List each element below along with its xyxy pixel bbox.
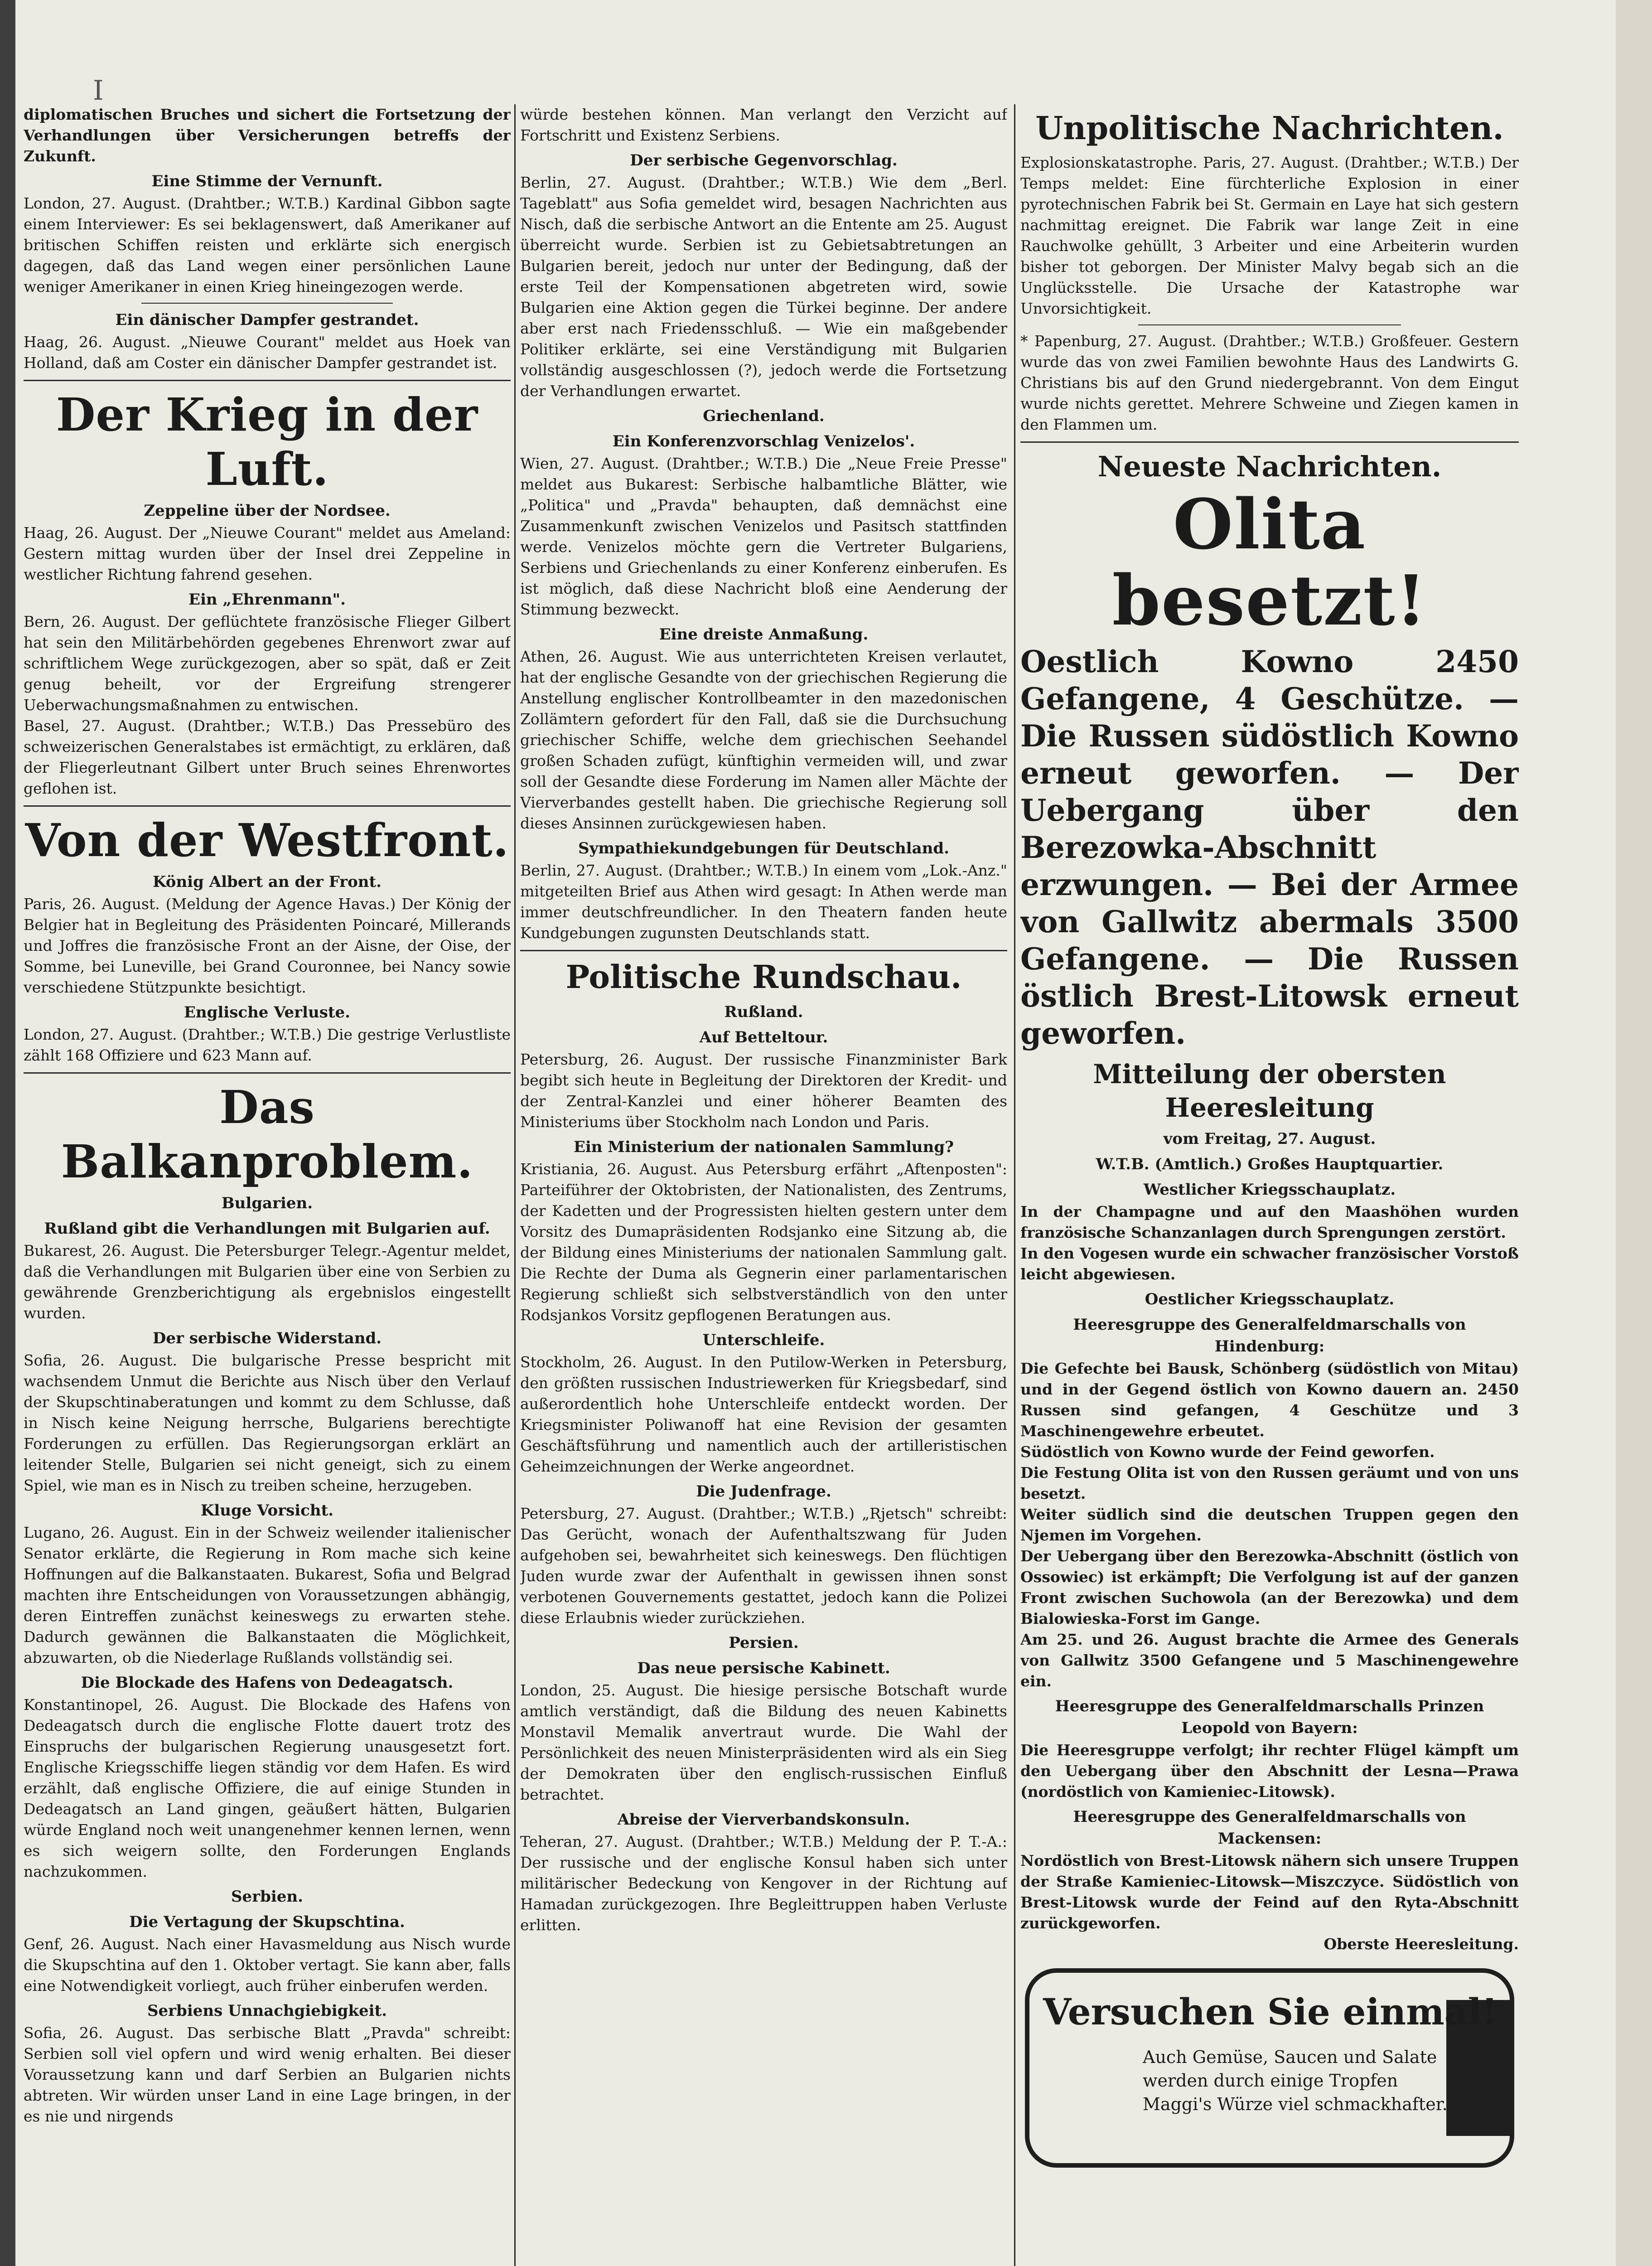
article-heading: Zeppeline über der Nordsee.: [144, 502, 391, 520]
divider: [24, 380, 511, 381]
article-heading: Griechenland.: [703, 407, 825, 425]
article-heading: Heeresgruppe des Generalfeldmarschalls Prinzen Leopold von Bayern:: [1055, 1697, 1484, 1737]
article-text: * Papenburg, 27. August. (Drahtber.; W.T.B.) Großfeuer. Gestern wurde das von zwei Familien bewohnte Haus des Landwirts G. Christians bis auf den Grund niedergebrannt. Von dem Eingut wurde nichts gerettet. Mehrere Schweine und Ziegen kamen in den Flammen um.: [1020, 332, 1519, 433]
section-title-rundschau: Politische Rundschau.: [565, 958, 962, 996]
article-heading: König Albert an der Front.: [152, 873, 382, 891]
article-text: Kristiania, 26. August. Aus Petersburg erfährt „Aftenposten": Parteiführer der Oktobristen, der Nationalisten, des Zentrums, der Kadetten und der Progressisten hielten gestern unter dem Vorsitz des Dumapräsidenten Rodsjanko eine Sitzung ab, die der Bildung eines Ministeriums der nationalen Sammlung galt. Die Rechte der Duma als Gegnerin einer parlamentarischen Regierung schließt sich selbstverständlich von den unter Rodsjankos Vorsitz gepflogenen Beratungen aus.: [520, 1160, 1007, 1324]
article-text: Bukarest, 26. August. Die Petersburger Telegr.-Agentur meldet, daß die Verhandlungen mit Bulgarien über eine von Serbien zu gewährende Grenzberichtigung als ergebnislos eingestellt wurden.: [24, 1242, 511, 1322]
report-signature: Oberste Heeresleitung.: [1324, 1935, 1519, 1953]
article-heading: Oestlicher Kriegsschauplatz.: [1145, 1290, 1395, 1308]
article-text: Haag, 26. August. „Nieuwe Courant" meldet aus Hoek van Holland, daß am Coster ein dänischer Dampfer gestrandet ist.: [24, 333, 511, 372]
article-text: Haag, 26. August. Der „Nieuwe Courant" meldet aus Ameland: Gestern mittag wurden über der Insel drei Zeppeline in westlicher Richtung fahrend gesehen.: [24, 524, 511, 583]
report-title: Mitteilung der obersten Heeresleitung: [1093, 1059, 1446, 1123]
article-text: Basel, 27. August. (Drahtber.; W.T.B.) Das Pressebüro des schweizerischen Generalstabes ist ermächtigt, zu erklären, daß der Fliegerleutnant Gilbert unter Bruch seines Ehrenwortes geflohen ist.: [24, 717, 511, 797]
article-heading: Heeresgruppe des Generalfeldmarschalls von Mackensen:: [1073, 1808, 1466, 1848]
article-heading: Englische Verluste.: [184, 1003, 351, 1022]
article-text: Genf, 26. August. Nach einer Havasmeldung aus Nisch wurde die Skupschtina auf den 1. Oktober vertagt. Sie kann aber, falls eine Notwendigkeit vorliegt, auch früher einberufen werden.: [24, 1935, 511, 1995]
article-heading: Rußland.: [724, 1003, 803, 1021]
ad-text: Auch Gemüse, Saucen und Salate werden durch einige Tropfen Maggi's Würze viel schmackhafter.: [1143, 2047, 1448, 2114]
article-heading: Der serbische Widerstand.: [152, 1329, 382, 1347]
article-text: Teheran, 27. August. (Drahtber.; W.T.B.) Meldung der P. T.-A.: Der russische und der englische Konsul haben sich unter militärischer Bedeckung von Kengover in der Richtung auf Hamadan zurückgezogen. Ihre Begleittruppen haben Verluste erlitten.: [520, 1833, 1007, 1934]
column-rule: [514, 104, 516, 2266]
maggi-advertisement: [1025, 1968, 1514, 2168]
article-heading: Serbien.: [231, 1888, 303, 1906]
article-text: Explosionskatastrophe. Paris, 27. August. (Drahtber.; W.T.B.) Der Temps meldet: Eine fürchterliche Explosion in einer pyrotechnischen Fabrik bei St. Germain en Laye hat sich gestern nachmittag ereignet. Die Fabrik war lange Zeit in eine Rauchwolke gehüllt, 3 Arbeiter und eine Arbeiterin wurden bisher tot geborgen. Der Minister Malvy begab sich an die Unglücksstelle. Die Ursache der Katastrophe war Unvorsichtigkeit.: [1020, 154, 1519, 317]
report-text: Südöstlich von Kowno wurde der Feind geworfen.: [1020, 1443, 1435, 1461]
article-heading: Abreise der Vierverbandskonsuln.: [617, 1811, 910, 1829]
article-text: Bern, 26. August. Der geflüchtete französische Flieger Gilbert hat sein den Militärbehörden gegebenes Ehrenwort zwar auf schriftlichem Wege zurückgezogen, aber so spät, daß er Zeit genug beheilt, vor der Ergreifung strengerer Ueberwachungsmaßnahmen zu entwischen.: [24, 613, 511, 714]
report-source: W.T.B. (Amtlich.) Großes Hauptquartier.: [1096, 1155, 1444, 1173]
article-heading: Ein dänischer Dampfer gestrandet.: [115, 311, 419, 329]
article-text: Lugano, 26. August. Ein in der Schweiz weilender italienischer Senator erklärte, die Regierung in Rom mache sich keine Hoffnungen auf die Balkanstaaten. Bukarest, Sofia und Belgrad machten ihre Entscheidungen von Voraussetzungen abhängig, deren Eintreffen zunächst keineswegs zu erwarten stehe. Dadurch gewännen die Balkanstaaten die Möglichkeit, abzuwarten, ob die Niederlage Rußlands vollständig sei.: [24, 1524, 511, 1666]
article-text: Sofia, 26. August. Die bulgarische Presse bespricht mit wachsendem Unmut die Berichte aus Nisch über den Verlauf der Skupschtinaberatungen und kommt zu dem Schlusse, daß in Nisch keine Neigung herrsche, Bulgariens berechtigte Forderungen zu erfüllen. Das Regierungsorgan erklärt an leitender Stelle, Bulgarien sei nicht geneigt, sich zu einem Spiel, wie man es in Nisch zu treiben scheine, herzugeben.: [24, 1351, 511, 1494]
article-heading: Eine dreiste Anmaßung.: [659, 625, 869, 644]
article-text: Berlin, 27. August. (Drahtber.; W.T.B.) Wie dem „Berl. Tageblatt" aus Sofia gemeldet wird, besagen Nachrichten aus Nisch, daß die serbische Antwort an die Entente am 25. August überreicht wurde. Serbien ist zu Gebietsabtretungen an Bulgarien bereit, jedoch nur unter der Bedingung, daß der erste Teil der Kompensationen abgetreten wird, sowie Bulgarien eine Aktion gegen die Türkei beginne. Der andere aber erst nach Friedensschluß. — Wie ein maßgebender Politiker erklärte, sei eine Verständigung mit Bulgarien vollständig ausgeschlossen (?), jedoch werde die Fortsetzung der Verhandlungen erwartet.: [520, 174, 1007, 400]
column-2: [520, 104, 1007, 2266]
article-heading: Heeresgruppe des Generalfeldmarschalls von Hindenburg:: [1073, 1316, 1466, 1356]
article-heading: Der serbische Gegenvorschlag.: [630, 151, 898, 169]
page-edge: [1616, 0, 1652, 2266]
article-text: Wien, 27. August. (Drahtber.; W.T.B.) Die „Neue Freie Presse" meldet aus Bukarest: Serbische halbamtliche Blätter, wie „Politica" und „Pravda" behaupten, daß demnächst eine Zusammenkunft zwischen Venizelos und Pasitsch stattfinden werde. Venizelos möchte gern die Vertreter Bulgariens, Serbiens und Griechenlands zu einer Konferenz einberufen. Es ist möglich, daß diese Nachricht bloß eine Aenderung der Stimmung bezweckt.: [520, 455, 1007, 618]
section-title-unpolitisch: Unpolitische Nachrichten.: [1035, 109, 1504, 147]
continued-text: würde bestehen können. Man verlangt den Verzicht auf Fortschritt und Existenz Serbiens.: [520, 106, 1007, 144]
report-text: In der Champagne und auf den Maashöhen wurden französische Schanzanlagen durch Sprengungen zerstört.: [1020, 1203, 1519, 1241]
article-heading: Eine Stimme der Vernunft.: [151, 172, 383, 190]
headline-summary: Oestlich Kowno 2450 Gefangene, 4 Geschütze. — Die Russen südöstlich Kowno erneut geworfen. — Der Uebergang über den Berezowka-Abschnitt erzwungen. — Bei der Armee von Gallwitz abermals 3500 Gefangene. — Die Russen östlich Brest-Litowsk erneut geworfen.: [1020, 644, 1519, 1051]
section-title-westfront: Von der Westfront.: [25, 813, 509, 867]
article-heading: Unterschleife.: [702, 1331, 825, 1349]
article-heading: Die Blockade des Hafens von Dedeagatsch.: [81, 1674, 454, 1692]
article-heading: Kluge Vorsicht.: [200, 1501, 334, 1520]
headline-olita: Olita besetzt!: [1112, 484, 1427, 641]
article-heading: Die Vertagung der Skupschtina.: [129, 1913, 405, 1931]
divider: [1138, 324, 1401, 325]
article-text: Petersburg, 27. August. (Drahtber.; W.T.B.) „Rjetsch" schreibt: Das Gerücht, wonach der Aufenthaltszwang für Juden aufgehoben sei, bewahrheitet sich keineswegs. Den flüchtigen Juden wurde zwar der Aufenthalt in gewissen ihnen sonst verbotenen Gouvernements gestattet, jedoch kann die Polizei diese Erlaubnis wieder zurückziehen.: [520, 1505, 1007, 1627]
report-text: Am 25. und 26. August brachte die Armee des Generals von Gallwitz 3500 Gefangene und 5 Maschinengewehre ein.: [1020, 1631, 1519, 1690]
article-heading: Ein Konferenzvorschlag Venizelos'.: [612, 432, 915, 450]
column-3: [1020, 104, 1519, 2266]
section-title-neueste: Neueste Nachrichten.: [1097, 450, 1442, 483]
article-heading: Westlicher Kriegsschauplatz.: [1143, 1181, 1396, 1199]
divider: [520, 950, 1007, 951]
article-heading: Rußland gibt die Verhandlungen mit Bulgarien auf.: [44, 1220, 490, 1238]
divider: [24, 805, 511, 807]
report-text: Weiter südlich sind die deutschen Truppen gegen den Njemen im Vorgehen.: [1020, 1506, 1519, 1544]
divider: [141, 303, 393, 304]
page-mark: I: [93, 75, 104, 107]
article-text: Berlin, 27. August. (Drahtber.; W.T.B.) In einem vom „Lok.-Anz." mitgeteilten Brief aus Athen wird gesagt: In Athen werde man immer deutschfreundlicher. In den Theatern fanden heute Kundgebungen zugunsten Deutschlands statt.: [520, 862, 1007, 942]
article-text: Sofia, 26. August. Das serbische Blatt „Pravda" schreibt: Serbien soll viel opfern und wird wenig erhalten. Bei dieser Voraussetzung kann und darf Serbien an Bulgarien nichts abtreten. Wir würden unser Land in eine Lage bringen, in der es nie und nirgends: [24, 2024, 511, 2125]
divider: [1020, 441, 1519, 443]
article-heading: Auf Betteltour.: [699, 1028, 828, 1046]
article-heading: Die Judenfrage.: [696, 1482, 831, 1501]
article-heading: Bulgarien.: [221, 1194, 313, 1212]
article-heading: Serbiens Unnachgiebigkeit.: [147, 2002, 387, 2020]
report-text: Die Heeresgruppe verfolgt; ihr rechter Flügel kämpft um den Uebergang über den Abschnitt der Lesna—Prawa (nordöstlich von Kamieniec-Litowsk).: [1020, 1741, 1519, 1801]
continued-text: diplomatischen Bruches und sichert die Fortsetzung der Verhandlungen über Versicherungen betreffs der Zukunft.: [24, 106, 511, 165]
article-heading: Sympathiekundgebungen für Deutschland.: [578, 839, 949, 857]
column-rule: [1014, 104, 1015, 2266]
article-text: Stockholm, 26. August. In den Putilow-Werken in Petersburg, den größten russischen Industriewerken für Kriegsbedarf, sind außerordentlich hohe Unterschleife entdeckt worden. Der Kriegsminister Poliwanoff hat eine Revision der gesamten Geschäftsführung und namentlich auch der artilleristischen Geheimzeichnungen der Werke angeordnet.: [520, 1353, 1007, 1475]
divider: [24, 1072, 511, 1074]
article-text: London, 27. August. (Drahtber.; W.T.B.) Die gestrige Verlustliste zählt 168 Offiziere und 623 Mann auf.: [24, 1026, 511, 1064]
section-title-luftkrieg: Der Krieg in der Luft.: [56, 388, 478, 496]
article-heading: Ein „Ehrenmann".: [188, 591, 346, 609]
article-heading: Das neue persische Kabinett.: [637, 1659, 890, 1677]
report-text: In den Vogesen wurde ein schwacher französischer Vorstoß leicht abgewiesen.: [1020, 1244, 1519, 1283]
article-text: Petersburg, 26. August. Der russische Finanzminister Bark begibt sich heute in Begleitung der Direktoren der Kredit- und der Zentral-Kanzlei und einer höherer Beamten des Ministeriums über Stockholm nach London und Paris.: [520, 1051, 1007, 1131]
article-text: London, 25. August. Die hiesige persische Botschaft wurde amtlich verständigt, daß die Bildung des neuen Kabinetts Monstavil Memalik anvertraut wurde. Die Wahl der Persönlichkeit des neuen Ministerpräsidenten wird als ein Sieg der Demokraten über den englisch-russischen Einfluß betrachtet.: [520, 1681, 1007, 1803]
article-text: Konstantinopel, 26. August. Die Blockade des Hafens von Dedeagatsch durch die englische Flotte dauert trotz des Einspruchs der bulgarischen Regierung unausgesetzt fort. Englische Kriegsschiffe liegen ständig vor dem Hafen. Es wird erzählt, daß englische Offiziere, die auf einige Stunden in Dedeagatsch an Land gingen, geäußert hätten, Bulgarien würde England noch weit unangenehmer kennen lernen, wenn es sich weigern sollte, den Forderungen Englands nachzukommen.: [24, 1696, 511, 1880]
column-1: [24, 104, 511, 2266]
report-text: Die Gefechte bei Bausk, Schönberg (südöstlich von Mitau) und in der Gegend östlich von Kowno dauern an. 2450 Russen sind gefangen, 4 Geschütze und 3 Maschinengewehre erbeutet.: [1020, 1360, 1519, 1440]
report-text: Nordöstlich von Brest-Litowsk nähern sich unsere Truppen der Straße Kamieniec-Litowsk—Miszczyce. Südöstlich von Brest-Litowsk wurde der Feind auf den Ryta-Abschnitt zurückgeworfen.: [1020, 1852, 1519, 1932]
report-date: vom Freitag, 27. August.: [1163, 1130, 1376, 1148]
article-text: Athen, 26. August. Wie aus unterrichteten Kreisen verlautet, hat der englische Gesandte von der griechischen Regierung die Anstellung englischer Kontrollbeamter in den mazedonischen Zollämtern gefordert für den Fall, daß sie die Durchsuchung griechischer Schiffe, welche dem griechischen Seehandel großen Schaden zufügt, künftighin vermeiden will, und zwar soll der Gesandte diese Forderung im Namen aller Mächte der Vierverbandes gestellt haben. Die griechische Regierung soll dieses Ansinnen zurückgewiesen haben.: [520, 648, 1007, 832]
article-heading: Persien.: [729, 1634, 799, 1652]
report-text: Die Festung Olita ist von den Russen geräumt und von uns besetzt.: [1020, 1464, 1519, 1502]
article-text: London, 27. August. (Drahtber.; W.T.B.) Kardinal Gibbon sagte einem Interviewer: Es sei beklagenswert, daß Amerikaner auf britischen Schiffen reisten und erklärte sich energisch dagegen, daß das Land wegen einer persönlichen Laune weniger Amerikaner in einen Krieg hineingezogen werde.: [24, 194, 511, 295]
article-heading: Ein Ministerium der nationalen Sammlung?: [573, 1138, 954, 1156]
binding-gutter: [0, 0, 15, 2266]
article-text: Paris, 26. August. (Meldung der Agence Havas.) Der König der Belgier hat in Begleitung des Präsidenten Poincaré, Millerands und Joffres die französische Front an der Aisne, der Oise, der Somme, bei Luneville, bei Grand Couronnee, bei Nancy sowie verschiedene Stützpunkte besichtigt.: [24, 895, 511, 996]
ad-title: Versuchen Sie einmal!: [1043, 1990, 1498, 2033]
report-text: Der Uebergang über den Berezowka-Abschnitt (östlich von Ossowiec) ist erkämpft; Die Verfolgung ist auf der ganzen Front zwischen Suchowola (an der Berezowka) und dem Bialowieska-Forst im Gange.: [1020, 1547, 1519, 1627]
section-title-balkan: Das Balkanproblem.: [61, 1080, 473, 1188]
